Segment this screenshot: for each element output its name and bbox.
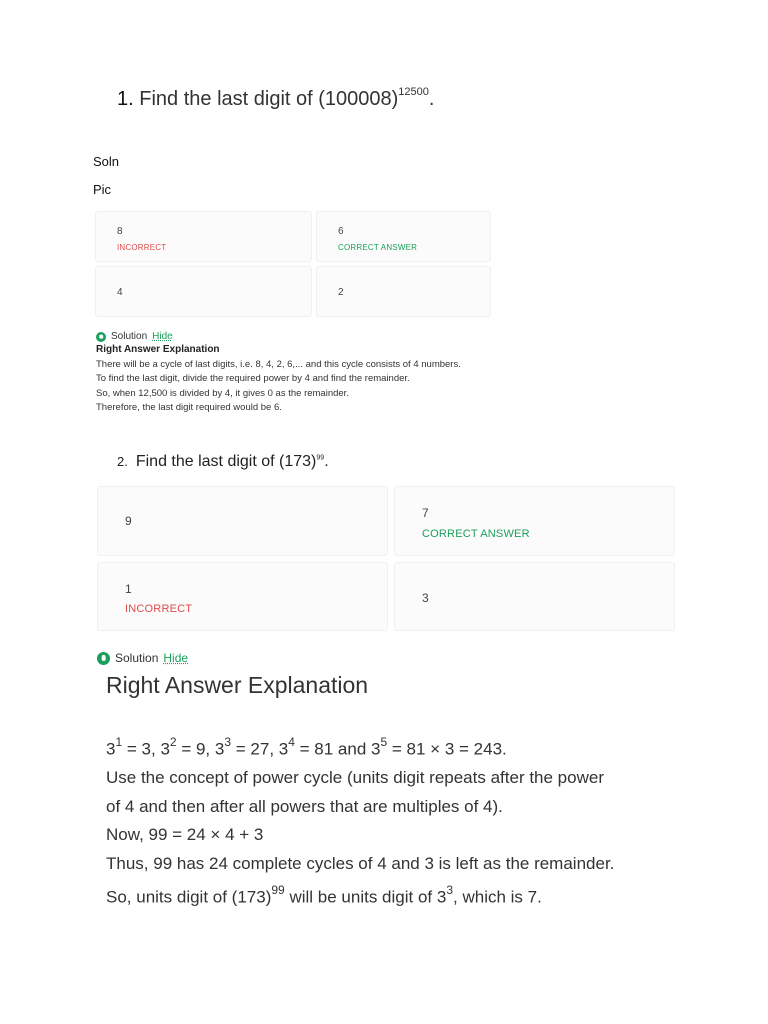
- question-1-text: Find the last digit of (100008): [139, 88, 399, 110]
- explanation-line: of 4 and then after all powers that are multiples of 4).: [106, 796, 503, 816]
- explanation-line: Thus, 99 has 24 complete cycles of 4 and 3 is left as the remainder.: [106, 853, 615, 873]
- power-exponent: 1: [115, 735, 123, 749]
- q1-option-b[interactable]: [316, 211, 491, 262]
- power-base: 3: [278, 739, 289, 759]
- option-value: 3: [422, 591, 429, 605]
- lightbulb-icon: [97, 652, 110, 665]
- option-value: 1: [125, 582, 132, 596]
- explanation-line: Now, 99 = 24 × 4 + 3: [106, 825, 264, 845]
- power-base: 3: [214, 739, 225, 759]
- question-2-end: .: [324, 453, 329, 470]
- explanation-line: Therefore, the last digit required would be 6.: [96, 401, 282, 413]
- conclusion-exponent: 99: [271, 883, 285, 898]
- solution-label: Solution: [115, 651, 159, 665]
- incorrect-tag: INCORRECT: [125, 603, 193, 615]
- solution-1-header: [96, 331, 173, 342]
- explanation-line: There will be a cycle of last digits, i.e. 8, 4, 2, 6,... and this cycle consists of 4 numbers.: [96, 359, 461, 370]
- power-exponent: 5: [380, 735, 388, 749]
- conclusion-line: [106, 878, 614, 912]
- option-value: 2: [338, 287, 344, 298]
- q1-option-a[interactable]: [95, 211, 312, 262]
- question-1-exponent: 12500: [398, 86, 429, 99]
- power-exponent: 3: [224, 735, 232, 749]
- question-2-text: Find the last digit of (173): [135, 453, 317, 470]
- question-2-number: 2.: [117, 454, 128, 469]
- option-value: 4: [117, 287, 123, 298]
- question-2-title: [117, 453, 329, 471]
- soln-label: Soln: [93, 154, 120, 169]
- option-value: 7: [422, 506, 429, 520]
- conclusion-exponent: 3: [446, 883, 454, 898]
- lightbulb-icon: [96, 332, 106, 342]
- solution-1-body: [96, 358, 461, 415]
- incorrect-tag: INCORRECT: [117, 243, 167, 252]
- explanation-line: So, when 12,500 is divided by 4, it gives 0 as the remainder.: [96, 387, 349, 399]
- q2-option-d[interactable]: [394, 562, 675, 631]
- power-exponent: 2: [169, 735, 177, 749]
- pic-label: Pic: [93, 182, 112, 197]
- conclusion-text: , which is 7.: [453, 887, 542, 907]
- power-base: 3: [106, 739, 116, 759]
- explanation-line: To find the last digit, divide the required power by 4 and find the remainder.: [96, 373, 410, 385]
- correct-answer-tag: CORRECT ANSWER: [422, 528, 530, 540]
- q1-option-c[interactable]: [95, 266, 312, 317]
- power-result: = 27,: [231, 739, 279, 759]
- power-result: = 81 and: [294, 739, 372, 759]
- powers-line: [106, 730, 614, 764]
- question-1-end: .: [428, 88, 435, 110]
- conclusion-text: So, units digit of (173): [106, 887, 272, 907]
- option-value: 8: [117, 226, 123, 237]
- solution-2-header: [97, 651, 188, 665]
- power-exponent: 4: [288, 735, 295, 749]
- option-value: 6: [338, 226, 344, 237]
- q2-option-b[interactable]: [394, 486, 675, 556]
- q2-option-c[interactable]: [97, 562, 388, 631]
- hide-link[interactable]: Hide: [163, 651, 189, 665]
- q2-option-a[interactable]: [97, 486, 388, 556]
- solution-label: Solution: [111, 331, 148, 342]
- q1-option-d[interactable]: [316, 266, 491, 317]
- power-result: = 3,: [122, 739, 161, 759]
- conclusion-text: will be units digit of 3: [284, 887, 447, 907]
- solution-2-body: [106, 730, 614, 912]
- option-value: 9: [125, 514, 132, 528]
- solution-2-title: Right Answer Explanation: [106, 672, 369, 698]
- correct-answer-tag: CORRECT ANSWER: [338, 243, 418, 252]
- solution-1-title: Right Answer Explanation: [96, 344, 220, 355]
- power-result: = 81 × 3 = 243.: [387, 739, 507, 759]
- power-result: = 9,: [176, 739, 215, 759]
- question-1-title: [117, 88, 434, 111]
- question-2-exponent: 99: [316, 454, 325, 462]
- power-base: 3: [371, 739, 381, 759]
- explanation-line: Use the concept of power cycle (units digit repeats after the power: [106, 768, 604, 788]
- hide-link[interactable]: Hide: [152, 331, 173, 342]
- power-base: 3: [160, 739, 170, 759]
- question-1-number: 1.: [117, 88, 134, 110]
